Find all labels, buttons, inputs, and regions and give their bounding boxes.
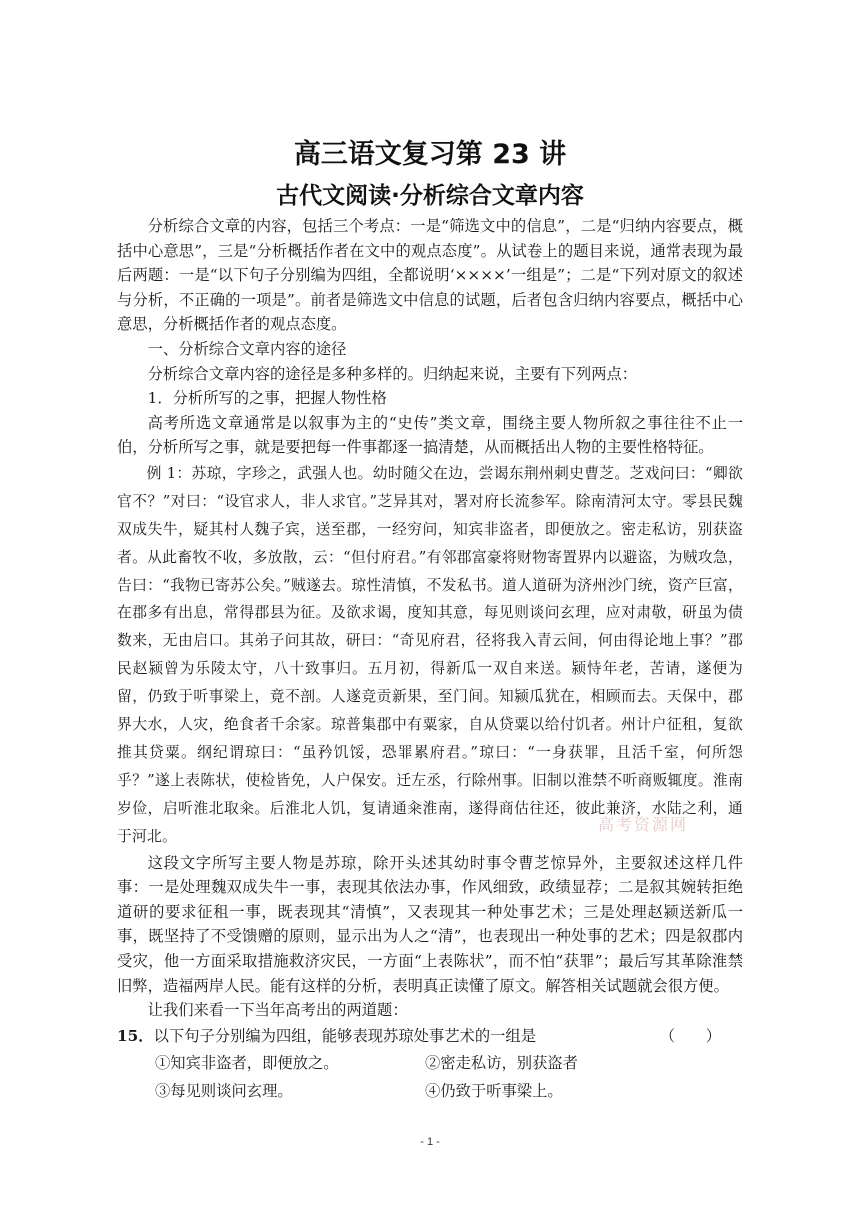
watermark: 高考资源网 (598, 815, 689, 834)
answer-blank: （ ） (659, 1026, 721, 1045)
example-passage: 例 1：苏琼，字珍之，武强人也。幼时随父在边，尝谒东荆州刺史曹芝。芝戏问曰：“卿欲官不？”对曰：“设官求人，非人求官。”芝异其对，署对府长流参军。除南清河太守。零县民魏双成失牛，疑其村人魏子宾，送至郡，一经穷问，知宾非盗者，即便放之。密走私访，别获盗者。从此畜牧不收，多放散，云：“但付府君。”有邻郡富豪将财物寄置界内以避盗，为贼攻急，告曰：“我物已寄苏公矣。”贼遂去。琼性清慎，不发私书。道人道研为济州沙门统，资产巨富，在郡多有出息，常得郡县为征。及欲求谒，度知其意，每见则谈问玄理，应对肃敬，研虽为债数来，无由启口。其弟子问其故，研曰：“奇见府君，径将我入青云间，何由得论地上事？”郡民赵颍曾为乐陵太守，八十致事归。五月初，得新瓜一双自来送。颍恃年老，苦请，遂便为留，仍致于听事梁上，竟不剖。人遂竞贡新果，至门间。知颍瓜犹在，相顾而去。天保中，郡界大水，人灾，绝食者千余家。琼普集郡中有粟家，自从贷粟以给付饥者。州计户征租，复欲推其贷粟。纲纪谓琼曰：“虽矜饥馁，恐罪累府君。”琼曰：“一身获罪，且活千室，何所怨乎？”遂上表陈状，使检皆免，人户保安。迁左丞，行除州事。旧制以淮禁不听商贩辄度。淮南岁俭，启听淮北取籴。后淮北人饥，复请通籴淮南，遂得商估往还，彼此兼济，水陆之利，通于河北。 (117, 464, 743, 845)
page-number: - 1 - (420, 1136, 440, 1148)
section-heading: 一、分析综合文章内容的途径 (147, 339, 347, 358)
question-options (155, 1049, 743, 1105)
approach-paragraph: 分析综合文章内容的途径是多种多样的。归纳起来说，主要有下列两点： (147, 364, 638, 383)
document-title: 高三语文复习第 23 讲 (293, 139, 567, 170)
lead-in-paragraph: 让我们来看一下当年高考出的两道题： (147, 1001, 408, 1020)
document-subtitle: 古代文阅读·分析综合文章内容 (276, 183, 584, 209)
option-1: ①知宾非盗者，即便放之。 (155, 1053, 339, 1072)
intro-paragraph: 分析综合文章的内容，包括三个考点：一是“筛选文中的信息”，二是“归纳内容要点，概括中心意思”，三是“分析概括作者在文中的观点态度”。从试卷上的题目来说，通常表现为最后两题：一是“以下句子分别编为四组，全都说明‘××××’一组是”；二是“下列对原文的叙述与分析，不正确的一项是”。前者是筛选文中信息的试题，后者包含归纳内容要点，概括中心意思，分析概括作者的观点态度。 (117, 217, 743, 334)
analysis-paragraph: 这段文字所写主要人物是苏琼，除开头述其幼时事令曹芝惊异外，主要叙述这样几件事：一是处理魏双成失牛一事，表现其依法办事，作风细致，政绩显荐；二是叙其婉转拒绝道研的要求征租一事，既表现其“清慎”，又表现其一种处事艺术；三是处理赵颍送新瓜一事，既坚持了不受馈赠的原则，显示出为人之“清”，也表现出一种处事的艺术；四是叙郡内受灾，他一方面采取措施救济灾民，一方面“上表陈状”，而不怕“获罪”；最后写其革除淮禁旧弊，造福两岸人民。能有这样的分析，表明真正读懂了原文。解答相关试题就会很方便。 (117, 853, 743, 995)
option-2: ②密走私访，别获盗者 (425, 1053, 578, 1072)
question-number: 15． (117, 1026, 154, 1045)
option-3: ③每见则谈问玄理。 (155, 1081, 293, 1100)
document-body (117, 214, 743, 1105)
question-15 (117, 1023, 743, 1049)
option-4: ④仍致于听事梁上。 (425, 1081, 563, 1100)
question-stem: 以下句子分别编为四组，能够表现苏琼处事艺术的一组是 (153, 1026, 537, 1045)
point-paragraph: 高考所选文章通常是以叙事为主的“史传”类文章，围绕主要人物所叙之事往往不止一伯，分析所写之事，就是要把每一件事都逐一搞清楚，从而概括出人物的主要性格特征。 (117, 413, 743, 457)
point-heading: 1．分析所写的之事，把握人物性格 (147, 389, 387, 408)
